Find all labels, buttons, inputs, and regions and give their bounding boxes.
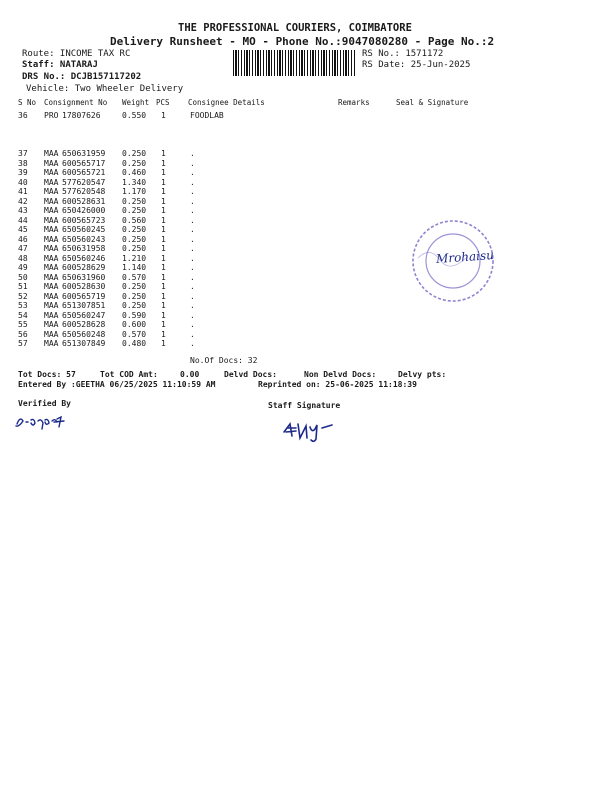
- row-prefix: MAA: [44, 187, 59, 196]
- row-consignee: .: [190, 225, 195, 234]
- row-sno: 49: [18, 263, 28, 272]
- tot-cod-label: Tot COD Amt:: [100, 370, 158, 379]
- table-row: [0, 178, 600, 188]
- row-pcs: 1: [161, 234, 166, 244]
- row-weight: 0.250: [122, 291, 147, 301]
- row-consignment-number: 600528630: [62, 282, 106, 291]
- row-sno: 54: [18, 310, 28, 320]
- drs-number: DRS No.: DCJB157117202: [22, 72, 142, 82]
- row-sno: 53: [18, 301, 28, 310]
- row-consignment-number: 600528631: [62, 196, 106, 206]
- staff-label: Staff: NATARAJ: [22, 60, 98, 70]
- row-weight: 1.170: [122, 187, 147, 196]
- row-prefix: MAA: [44, 339, 59, 348]
- verified-by-signature: [14, 412, 74, 432]
- table-row: [0, 301, 600, 311]
- rs-date: RS Date: 25-Jun-2025: [362, 60, 471, 70]
- delvy-pts: Delvy pts:: [398, 370, 447, 379]
- row-sno: 50: [18, 272, 28, 282]
- row-consignee: .: [190, 329, 195, 339]
- table-row: [0, 149, 600, 159]
- staff-signature-label: Staff Signature: [268, 401, 341, 410]
- row-weight: 0.480: [122, 339, 147, 348]
- col-pcs: PCS: [156, 98, 170, 107]
- row-prefix: MAA: [44, 263, 59, 272]
- row-consignee: .: [190, 215, 195, 225]
- row-sno: 38: [18, 158, 28, 168]
- row-weight: 0.550: [122, 111, 147, 120]
- row-prefix: MAA: [44, 320, 59, 329]
- verified-by-label: Verified By: [18, 399, 71, 408]
- row-consignment-number: 600528629: [62, 263, 106, 272]
- row-pcs: 1: [161, 253, 166, 263]
- row-prefix: MAA: [44, 291, 59, 301]
- row-weight: 0.600: [122, 320, 147, 329]
- row-weight: 0.250: [122, 196, 147, 206]
- row-sno: 44: [18, 215, 28, 225]
- row-pcs: 1: [161, 244, 166, 253]
- row-consignment-number: 600565719: [62, 291, 106, 301]
- row-consignment-number: 577620548: [62, 187, 106, 196]
- col-consignee: Consignee Details: [188, 98, 265, 107]
- col-remarks: Remarks: [338, 98, 370, 107]
- row-pcs: 1: [161, 310, 166, 320]
- table-row: [0, 339, 600, 349]
- row-prefix: MAA: [44, 158, 59, 168]
- row-prefix: MAA: [44, 215, 59, 225]
- row-weight: 0.570: [122, 329, 147, 339]
- table-row: [0, 111, 600, 121]
- route-label: Route: INCOME TAX RC: [22, 49, 131, 59]
- row-prefix: MAA: [44, 225, 59, 234]
- row-sno: 42: [18, 196, 28, 206]
- row-prefix: MAA: [44, 272, 59, 282]
- row-sno: 48: [18, 253, 28, 263]
- row-sno: 39: [18, 168, 28, 177]
- row-consignee: .: [190, 244, 195, 253]
- table-row: [0, 187, 600, 197]
- row-consignment-number: 600565717: [62, 158, 106, 168]
- row-sno: 45: [18, 225, 28, 234]
- row-consignee: .: [190, 339, 195, 348]
- row-consignment-number: 600565721: [62, 168, 106, 177]
- row-prefix: MAA: [44, 244, 59, 253]
- row-sno: 37: [18, 149, 28, 158]
- row-prefix: MAA: [44, 282, 59, 291]
- row-consignment-number: 650426000: [62, 206, 106, 215]
- row-sno: 56: [18, 329, 28, 339]
- vehicle-label: Vehicle: Two Wheeler Delivery: [26, 84, 184, 94]
- row-pcs: 1: [161, 149, 166, 158]
- row-pcs: 1: [161, 225, 166, 234]
- row-consignment-number: 650560243: [62, 234, 106, 244]
- row-prefix: MAA: [44, 196, 59, 206]
- rs-number: RS No.: 1571172: [362, 49, 444, 59]
- row-consignee: .: [190, 291, 195, 301]
- col-consignment: Consignment No: [44, 98, 108, 107]
- stamp-signature: Mrohaisu: [435, 247, 495, 267]
- row-consignment-number: 650631959: [62, 149, 106, 158]
- table-row: [0, 254, 600, 264]
- row-pcs: 1: [161, 329, 166, 339]
- row-pcs: 1: [161, 339, 166, 348]
- row-pcs: 1: [161, 111, 166, 120]
- row-prefix: MAA: [44, 206, 59, 215]
- row-pcs: 1: [161, 301, 166, 310]
- row-consignee: .: [190, 234, 195, 244]
- row-prefix: MAA: [44, 149, 59, 158]
- delvd-docs: Delvd Docs:: [224, 370, 277, 379]
- row-sno: 51: [18, 282, 28, 291]
- row-pcs: 1: [161, 187, 166, 196]
- row-consignment-number: 650560247: [62, 310, 106, 320]
- table-row: [0, 216, 600, 226]
- row-consignment-number: 651307849: [62, 339, 106, 348]
- row-consignee: .: [190, 253, 195, 263]
- tot-docs: Tot Docs: 57: [18, 370, 76, 379]
- row-weight: 0.460: [122, 168, 147, 177]
- row-consignee: .: [190, 187, 195, 196]
- table-row: [0, 330, 600, 340]
- row-consignment-number: 600565723: [62, 215, 106, 225]
- row-consignment-number: 650631958: [62, 244, 106, 253]
- table-row: [0, 311, 600, 321]
- row-weight: 0.250: [122, 149, 147, 158]
- row-prefix: MAA: [44, 168, 59, 177]
- row-consignee: .: [190, 301, 195, 310]
- row-consignment-number: 600528628: [62, 320, 106, 329]
- row-consignee: .: [190, 320, 195, 329]
- row-consignee: .: [190, 158, 195, 168]
- entered-by: Entered By :GEETHA 06/25/2025 11:10:59 AM: [18, 380, 216, 389]
- row-weight: 0.250: [122, 244, 147, 253]
- row-sno: 47: [18, 244, 28, 253]
- table-row: [0, 168, 600, 178]
- table-row: [0, 235, 600, 245]
- row-consignee: FOODLAB: [190, 111, 224, 120]
- row-consignee: .: [190, 206, 195, 215]
- row-pcs: 1: [161, 158, 166, 168]
- row-pcs: 1: [161, 177, 166, 187]
- row-prefix: MAA: [44, 234, 59, 244]
- col-seal-signature: Seal & Signature: [396, 98, 469, 107]
- row-weight: 0.250: [122, 158, 147, 168]
- row-consignment-number: 650560245: [62, 225, 106, 234]
- row-consignee: .: [190, 196, 195, 206]
- row-consignee: .: [190, 272, 195, 282]
- col-weight: Weight: [122, 98, 150, 107]
- row-consignment-number: 651307851: [62, 301, 106, 310]
- row-consignee: .: [190, 177, 195, 187]
- row-prefix: PRO: [44, 111, 59, 120]
- row-consignment-number: 17807626: [62, 111, 101, 120]
- no-of-docs: No.Of Docs: 32: [190, 356, 258, 365]
- row-sno: 57: [18, 339, 28, 348]
- barcode-image: [233, 50, 355, 76]
- row-prefix: MAA: [44, 301, 59, 310]
- row-sno: 55: [18, 320, 28, 329]
- row-weight: 0.560: [122, 215, 147, 225]
- row-weight: 0.250: [122, 206, 147, 215]
- row-pcs: 1: [161, 291, 166, 301]
- row-weight: 0.250: [122, 301, 147, 310]
- row-consignment-number: 650631960: [62, 272, 106, 282]
- row-sno: 36: [18, 111, 28, 120]
- row-weight: 1.140: [122, 263, 147, 272]
- row-prefix: MAA: [44, 177, 59, 187]
- col-sno: S No: [18, 98, 37, 107]
- row-prefix: MAA: [44, 310, 59, 320]
- row-prefix: MAA: [44, 253, 59, 263]
- row-sno: 52: [18, 291, 28, 301]
- table-row: [0, 273, 600, 283]
- non-delvd-docs: Non Delvd Docs:: [304, 370, 377, 379]
- row-sno: 46: [18, 234, 28, 244]
- row-consignment-number: 650560246: [62, 253, 106, 263]
- staff-signature: [282, 418, 342, 446]
- row-consignment-number: 577620547: [62, 177, 106, 187]
- row-weight: 0.250: [122, 234, 147, 244]
- row-consignee: .: [190, 263, 195, 272]
- row-pcs: 1: [161, 206, 166, 215]
- table-row: [0, 225, 600, 235]
- row-consignee: .: [190, 168, 195, 177]
- company-title: THE PROFESSIONAL COURIERS, COIMBATORE: [178, 22, 412, 34]
- row-sno: 41: [18, 187, 28, 196]
- row-sno: 43: [18, 206, 28, 215]
- row-weight: 1.210: [122, 253, 147, 263]
- row-prefix: MAA: [44, 329, 59, 339]
- row-consignee: .: [190, 282, 195, 291]
- row-pcs: 1: [161, 215, 166, 225]
- table-row: [0, 282, 600, 292]
- row-pcs: 1: [161, 263, 166, 272]
- row-weight: 0.590: [122, 310, 147, 320]
- row-pcs: 1: [161, 282, 166, 291]
- table-row: [0, 159, 600, 169]
- row-weight: 0.570: [122, 272, 147, 282]
- runsheet-subtitle: Delivery Runsheet - MO - Phone No.:9047080280 - Page No.:2: [110, 35, 495, 48]
- row-pcs: 1: [161, 168, 166, 177]
- table-row: [0, 263, 600, 273]
- table-row: [0, 206, 600, 216]
- tot-cod-value: 0.00: [180, 370, 200, 379]
- table-row: [0, 292, 600, 302]
- row-consignee: .: [190, 310, 195, 320]
- row-weight: 0.250: [122, 282, 147, 291]
- row-pcs: 1: [161, 320, 166, 329]
- row-pcs: 1: [161, 196, 166, 206]
- table-row: [0, 197, 600, 207]
- table-row: [0, 320, 600, 330]
- table-row: [0, 244, 600, 254]
- row-consignee: .: [190, 149, 195, 158]
- row-sno: 40: [18, 177, 28, 187]
- row-pcs: 1: [161, 272, 166, 282]
- row-weight: 0.250: [122, 225, 147, 234]
- reprinted-on: Reprinted on: 25-06-2025 11:18:39: [258, 380, 417, 389]
- row-consignment-number: 650560248: [62, 329, 106, 339]
- row-weight: 1.340: [122, 177, 147, 187]
